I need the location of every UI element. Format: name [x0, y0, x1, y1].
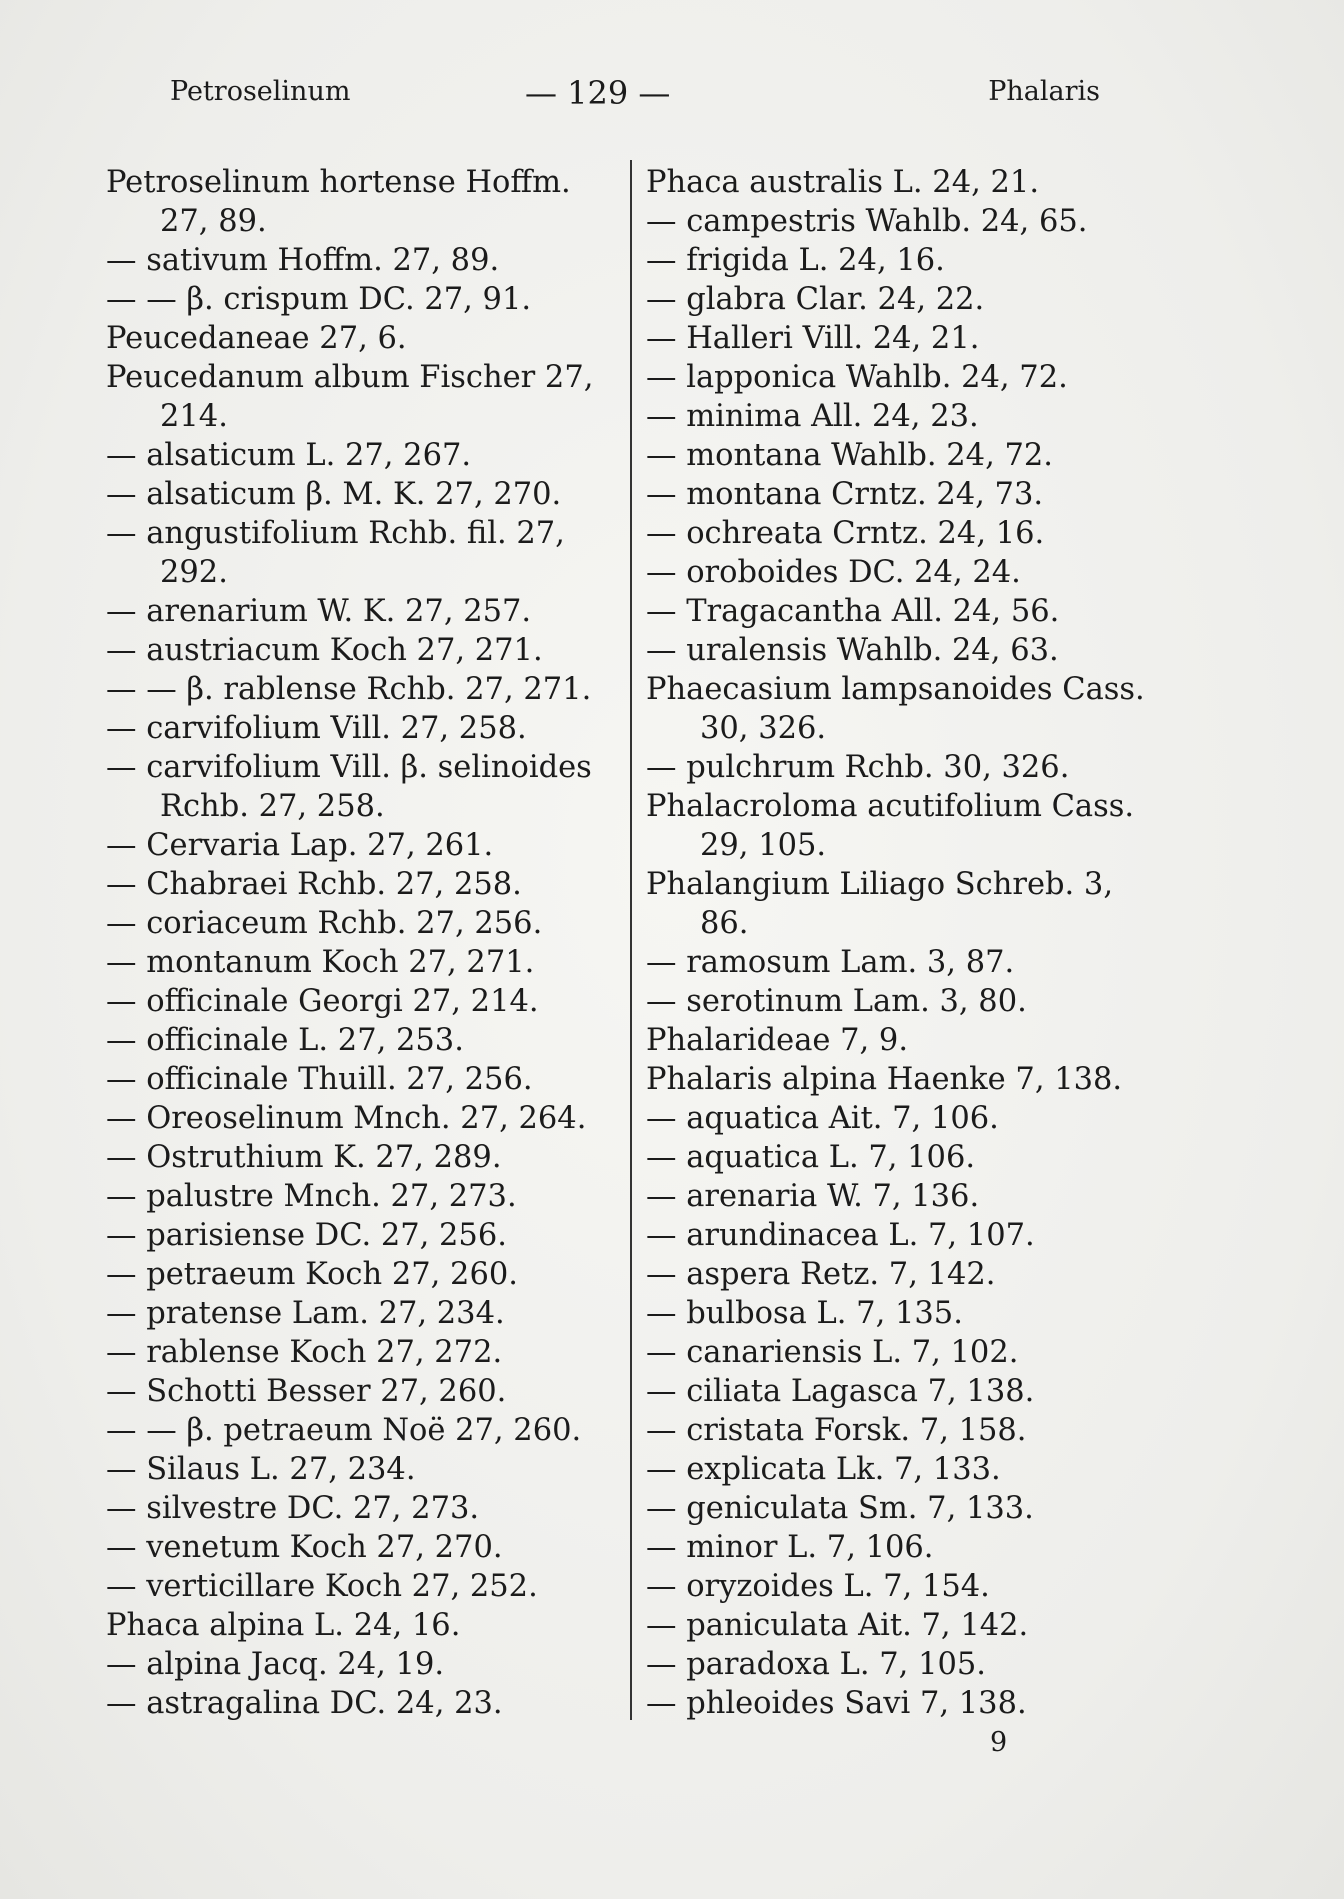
index-entry: 30, 326. — [700, 711, 827, 746]
index-entry: Phalaris alpina Haenke 7, 138. — [646, 1062, 1123, 1097]
index-entry: Petroselinum hortense Hoffm. — [106, 165, 571, 200]
header-right-term: Phalaris — [988, 76, 1100, 107]
index-entry: — ochreata Crntz. 24, 16. — [646, 516, 1045, 551]
index-entry: 27, 89. — [160, 204, 267, 239]
index-entry: 29, 105. — [700, 828, 827, 863]
index-entry: 214. — [160, 399, 228, 434]
signature-mark: 9 — [990, 1727, 1008, 1758]
index-column-left — [106, 163, 618, 1723]
index-entry: — canariensis L. 7, 102. — [646, 1335, 1019, 1370]
index-entry: — — β. crispum DC. 27, 91. — [106, 282, 532, 317]
index-entry: — austriacum Koch 27, 271. — [106, 633, 543, 668]
index-entry: Phaca alpina L. 24, 16. — [106, 1608, 461, 1643]
index-entry: — palustre Mnch. 27, 273. — [106, 1179, 517, 1214]
header-left-term: Petroselinum — [170, 76, 351, 107]
index-entry: — montana Wahlb. 24, 72. — [646, 438, 1053, 473]
index-entry: — silvestre DC. 27, 273. — [106, 1491, 480, 1526]
index-entry: — pratense Lam. 27, 234. — [106, 1296, 505, 1331]
index-entry: Phalacroloma acutifolium Cass. — [646, 789, 1135, 824]
index-entry: — carvifolium Vill. 27, 258. — [106, 711, 527, 746]
index-entry: — montana Crntz. 24, 73. — [646, 477, 1044, 512]
index-entry: — frigida L. 24, 16. — [646, 243, 945, 278]
index-entry: — bulbosa L. 7, 135. — [646, 1296, 963, 1331]
index-entry: — arundinacea L. 7, 107. — [646, 1218, 1035, 1253]
index-entry: — ciliata Lagasca 7, 138. — [646, 1374, 1035, 1409]
index-entry: — astragalina DC. 24, 23. — [106, 1686, 503, 1721]
index-entry: — alsaticum β. M. K. 27, 270. — [106, 477, 562, 512]
index-entry: Phalangium Liliago Schreb. 3, — [646, 867, 1114, 902]
index-entry: — ramosum Lam. 3, 87. — [646, 945, 1015, 980]
running-header — [170, 76, 1100, 116]
index-entry: — pulchrum Rchb. 30, 326. — [646, 750, 1070, 785]
index-entry: Phaecasium lampsanoides Cass. — [646, 672, 1145, 707]
index-entry: — oroboides DC. 24, 24. — [646, 555, 1021, 590]
index-entry: — minima All. 24, 23. — [646, 399, 979, 434]
index-entry: 292. — [160, 555, 228, 590]
index-entry: — Halleri Vill. 24, 21. — [646, 321, 980, 356]
index-entry: — explicata Lk. 7, 133. — [646, 1452, 1001, 1487]
index-entry: — serotinum Lam. 3, 80. — [646, 984, 1027, 1019]
index-entry: — arenaria W. 7, 136. — [646, 1179, 980, 1214]
index-entry: — angustifolium Rchb. fil. 27, — [106, 516, 565, 551]
index-entry: — lapponica Wahlb. 24, 72. — [646, 360, 1068, 395]
index-entry: — montanum Koch 27, 271. — [106, 945, 535, 980]
index-entry: — uralensis Wahlb. 24, 63. — [646, 633, 1059, 668]
index-entry: — paradoxa L. 7, 105. — [646, 1647, 986, 1682]
index-entry: — Schotti Besser 27, 260. — [106, 1374, 507, 1409]
index-entry: — arenarium W. K. 27, 257. — [106, 594, 532, 629]
index-entry: — Chabraei Rchb. 27, 258. — [106, 867, 522, 902]
index-entry: — coriaceum Rchb. 27, 256. — [106, 906, 543, 941]
index-entry: 86. — [700, 906, 749, 941]
page-number: — 129 — — [525, 74, 671, 112]
index-entry: — petraeum Koch 27, 260. — [106, 1257, 518, 1292]
index-entry: — parisiense DC. 27, 256. — [106, 1218, 507, 1253]
index-entry: — carvifolium Vill. β. selinoides — [106, 750, 592, 785]
index-entry: — — β. rablense Rchb. 27, 271. — [106, 672, 592, 707]
index-entry: Phaca australis L. 24, 21. — [646, 165, 1040, 200]
index-entry: — officinale Thuill. 27, 256. — [106, 1062, 533, 1097]
column-divider — [630, 160, 632, 1720]
index-entry: — officinale L. 27, 253. — [106, 1023, 464, 1058]
index-entry: — aspera Retz. 7, 142. — [646, 1257, 996, 1292]
index-entry: — glabra Clar. 24, 22. — [646, 282, 985, 317]
index-entry: — minor L. 7, 106. — [646, 1530, 934, 1565]
index-entry: — Tragacantha All. 24, 56. — [646, 594, 1060, 629]
index-entry: — rablense Koch 27, 272. — [106, 1335, 503, 1370]
index-entry: — Silaus L. 27, 234. — [106, 1452, 416, 1487]
index-entry: — Oreoselinum Mnch. 27, 264. — [106, 1101, 587, 1136]
index-entry: Peucedanum album Fischer 27, — [106, 360, 594, 395]
index-entry: Peucedaneae 27, 6. — [106, 321, 407, 356]
index-entry: — Cervaria Lap. 27, 261. — [106, 828, 494, 863]
index-entry: — — β. petraeum Noë 27, 260. — [106, 1413, 582, 1448]
index-entry: — cristata Forsk. 7, 158. — [646, 1413, 1027, 1448]
index-entry: — alsaticum L. 27, 267. — [106, 438, 472, 473]
index-entry: Rchb. 27, 258. — [160, 789, 385, 824]
index-entry: — officinale Georgi 27, 214. — [106, 984, 539, 1019]
index-entry: — oryzoides L. 7, 154. — [646, 1569, 990, 1604]
index-entry: — verticillare Koch 27, 252. — [106, 1569, 538, 1604]
index-column-right — [646, 163, 1166, 1723]
index-entry: — campestris Wahlb. 24, 65. — [646, 204, 1088, 239]
index-entry: — aquatica L. 7, 106. — [646, 1140, 976, 1175]
index-entry: — Ostruthium K. 27, 289. — [106, 1140, 502, 1175]
index-entry: — aquatica Ait. 7, 106. — [646, 1101, 999, 1136]
index-entry: — phleoides Savi 7, 138. — [646, 1686, 1027, 1721]
index-entry: — alpina Jacq. 24, 19. — [106, 1647, 445, 1682]
index-entry: — geniculata Sm. 7, 133. — [646, 1491, 1034, 1526]
index-entry: — paniculata Ait. 7, 142. — [646, 1608, 1029, 1643]
index-entry: Phalarideae 7, 9. — [646, 1023, 909, 1058]
index-entry: — sativum Hoffm. 27, 89. — [106, 243, 500, 278]
index-entry: — venetum Koch 27, 270. — [106, 1530, 503, 1565]
